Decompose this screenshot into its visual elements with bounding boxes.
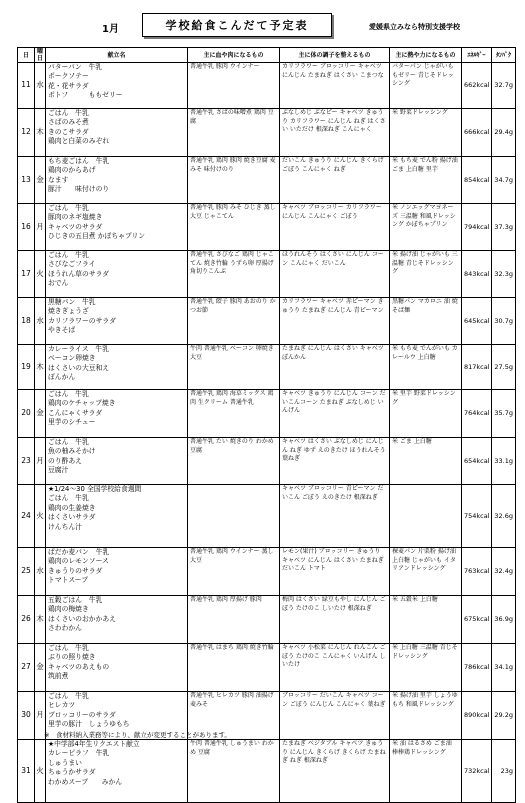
weekday-cell: 火 bbox=[35, 485, 46, 548]
month-label: 1月 bbox=[102, 24, 119, 35]
table-row bbox=[18, 644, 516, 692]
red-food-cell: 普通牛乳 鶏肉 海草ミックス 鶏肉 生クリーム 普通牛乳 bbox=[188, 390, 280, 438]
protein-cell: 34.7g bbox=[492, 157, 516, 204]
table-row bbox=[18, 740, 516, 803]
day-cell: 25 bbox=[18, 548, 35, 596]
menu-cell bbox=[46, 740, 188, 803]
red-food-cell: 普通牛乳 さばの味噌煮 鶏肉 豆腐 bbox=[188, 109, 280, 157]
menu-dish: 里芋の豚汁 しょうゆもち bbox=[48, 720, 130, 729]
menu-dish: もち麦ごはん 牛乳 bbox=[48, 157, 110, 165]
menu-cell bbox=[46, 596, 188, 644]
menu-dish: キャベツのあえもの bbox=[48, 662, 110, 671]
protein-cell: 23g bbox=[492, 740, 516, 803]
menu-dish: わかめスープ みかん bbox=[48, 777, 123, 786]
menu-dish: ぽんかん bbox=[48, 373, 76, 382]
menu-dish: ぶりの照り焼き bbox=[48, 653, 96, 662]
day-cell: 12 bbox=[18, 109, 35, 157]
menu-dish: 鶏肉のレモンソース bbox=[48, 557, 109, 566]
day-cell: 18 bbox=[18, 298, 35, 345]
menu-dish: はくさいのおかかあえ bbox=[48, 614, 116, 623]
table-row bbox=[18, 390, 516, 438]
page-title-text: 学校給食こんだて予定表 bbox=[165, 19, 309, 32]
menu-dish: さびなごフライ bbox=[48, 260, 96, 269]
menu-dish: 里芋のシチュー bbox=[48, 418, 96, 427]
menu-dish: 豆腐汁 bbox=[48, 466, 69, 475]
energy-cell: 675kcal bbox=[462, 596, 492, 644]
table-row bbox=[18, 345, 516, 390]
red-food-cell: 普通牛乳 はまち 鶏肉 焼き竹輪 bbox=[188, 644, 280, 692]
energy-cell: 854kcal bbox=[462, 157, 492, 204]
menu-dish: なます bbox=[48, 175, 69, 184]
header-weekday: 曜日 bbox=[35, 48, 46, 63]
energy-cell: 645kcal bbox=[462, 298, 492, 345]
menu-cell bbox=[46, 157, 188, 204]
menu-dish: ベーコン卵焼き bbox=[48, 354, 96, 363]
energy-cell: 764kcal bbox=[462, 390, 492, 438]
menu-dish: ごはん 牛乳 bbox=[48, 390, 89, 398]
red-food-cell: 普通牛乳 鶏肉 厚揚げ 豚肉 bbox=[188, 596, 280, 644]
table-row bbox=[18, 251, 516, 298]
table-header-row bbox=[18, 48, 516, 63]
menu-dish: キャベツのサラダ bbox=[48, 222, 103, 231]
table-row bbox=[18, 204, 516, 251]
menu-cell bbox=[46, 548, 188, 596]
green-food-cell: レモン(果汁) ブロッコリー きゅうり キャベツ にんじん はくさい たまねぎ だいこん トマト bbox=[280, 548, 390, 596]
yellow-food-cell: バターパン じゃがいも もゼリー 青じそドレッシング bbox=[390, 63, 462, 109]
menu-dish: カレーライス 牛乳 bbox=[48, 345, 109, 353]
day-cell: 20 bbox=[18, 390, 35, 438]
red-food-cell: 普通牛乳 ヒレカツ 豚肉 油揚げ 麦みそ bbox=[188, 692, 280, 740]
weekday-cell: 火 bbox=[35, 740, 46, 803]
weekday-cell: 金 bbox=[35, 157, 46, 204]
protein-cell: 30.7g bbox=[492, 298, 516, 345]
weekday-cell: 金 bbox=[35, 644, 46, 692]
menu-dish: ちゅうかサラダ bbox=[48, 768, 96, 777]
green-food-cell: だいこん きゅうり にんじん きくらげ ごぼう こんにゃく ねぎ bbox=[280, 157, 390, 204]
day-cell: 24 bbox=[18, 485, 35, 548]
menu-dish: ごはん 牛乳 bbox=[48, 644, 89, 652]
energy-cell: 763kcal bbox=[462, 548, 492, 596]
menu-cell bbox=[46, 345, 188, 390]
weekday-cell: 木 bbox=[35, 109, 46, 157]
day-cell: 26 bbox=[18, 596, 35, 644]
menu-dish: 五穀ごはん 牛乳 bbox=[48, 596, 103, 604]
menu-table-body bbox=[18, 63, 516, 803]
menu-dish: 鶏肉の梅焼き bbox=[48, 605, 89, 614]
table-row bbox=[18, 485, 516, 548]
protein-cell: 35.7g bbox=[492, 390, 516, 438]
menu-dish: ひじきの五目煮 かぼちゃプリン bbox=[48, 232, 146, 241]
menu-dish: カリフラワーのサラダ bbox=[48, 316, 116, 325]
green-food-cell: ぶなしめじ ぶなピー キャベツ きゅうり カリフラワー にんじん ねぎ はくさい いただけ 根深ねぎ こんにゃく bbox=[280, 109, 390, 157]
green-food-cell: キャベツ はくさい ぶなしめじ にんじん ねぎ ゆず えのきたけ ほうれんそう 葉ねぎ bbox=[280, 438, 390, 485]
red-food-cell: 普通牛乳 餃子 豚肉 あおのり かつお節 bbox=[188, 298, 280, 345]
yellow-food-cell: 米 ノンエッグマヨネーズ 三温糖 和風ドレッシング かぼちゃプリン bbox=[390, 204, 462, 251]
yellow-food-cell: 米 もち麦 でん粉 揚げ油 ごま 上白糖 里芋 bbox=[390, 157, 462, 204]
menu-dish: カレーピラフ 牛乳 bbox=[48, 749, 110, 758]
yellow-food-cell: 米 ごま 上白糖 bbox=[390, 438, 462, 485]
day-cell: 30 bbox=[18, 692, 35, 740]
menu-dish: ごはん 牛乳 bbox=[48, 109, 89, 117]
menu-dish: けんちん汁 bbox=[48, 522, 82, 531]
energy-cell: 662kcal bbox=[462, 63, 492, 109]
weekday-cell: 月 bbox=[35, 692, 46, 740]
menu-dish: はくさいの大豆和え bbox=[48, 363, 110, 372]
green-food-cell: キャベツ 小松菜 にんじん れんこん ごぼう たけのこ こんにゃく いんげん しいたけ bbox=[280, 644, 390, 692]
school-name: 愛媛県立みなら特別支援学校 bbox=[369, 23, 460, 31]
protein-cell: 27.5g bbox=[492, 345, 516, 390]
menu-dish: のり酢あえ bbox=[48, 456, 82, 465]
menu-dish: 焼きぎょうざ bbox=[48, 307, 89, 316]
table-row bbox=[18, 63, 516, 109]
yellow-food-cell: 米 野菜ドレッシング bbox=[390, 109, 462, 157]
menu-dish: はくさいサラダ bbox=[48, 513, 96, 522]
menu-dish: さわわかん bbox=[48, 624, 82, 633]
protein-cell: 32.6g bbox=[492, 485, 516, 548]
table-row bbox=[18, 109, 516, 157]
footer-note: ※ 食材料納入業務等により、献立が変更することがあります。 bbox=[44, 731, 231, 739]
menu-dish: ごはん 牛乳 bbox=[48, 204, 89, 212]
header-green-group: 主に体の調子を整えるもの bbox=[280, 48, 390, 63]
menu-dish: こんにゃくサラダ bbox=[48, 408, 103, 417]
menu-cell bbox=[46, 390, 188, 438]
protein-cell: 36.9g bbox=[492, 596, 516, 644]
menu-dish: ぱだか麦パン 牛乳 bbox=[48, 548, 110, 556]
menu-dish: 花・花サラダ bbox=[48, 81, 89, 90]
red-food-cell: 普通牛乳 鶏肉 ウインナー 蒸し大豆 bbox=[188, 548, 280, 596]
weekday-cell: 月 bbox=[35, 204, 46, 251]
day-cell: 27 bbox=[18, 644, 35, 692]
green-food-cell: ほうれんそう はくさい にんじん コーン こんにゃく だいこん bbox=[280, 251, 390, 298]
menu-dish: 鶏肉のからあげ bbox=[48, 166, 96, 175]
day-cell: 16 bbox=[18, 204, 35, 251]
protein-cell: 32.3g bbox=[492, 251, 516, 298]
header-menu: 献立名 bbox=[46, 48, 188, 63]
day-cell: 23 bbox=[18, 438, 35, 485]
energy-cell: 786kcal bbox=[462, 644, 492, 692]
energy-cell: 794kcal bbox=[462, 204, 492, 251]
menu-dish: おでん bbox=[48, 279, 69, 288]
menu-dish: ポークソテー bbox=[48, 72, 89, 81]
menu-cell bbox=[46, 298, 188, 345]
day-cell: 13 bbox=[18, 157, 35, 204]
green-food-cell: カリフラワー キャベツ 赤ピーマン きゅうり たまねぎ にんじん 青ピーマン bbox=[280, 298, 390, 345]
menu-dish: ごはん 牛乳 bbox=[48, 438, 89, 446]
menu-dish: きゅうりのサラダ bbox=[48, 566, 103, 575]
menu-cell bbox=[46, 485, 188, 548]
protein-cell: 34.1g bbox=[492, 644, 516, 692]
weekday-cell: 金 bbox=[35, 390, 46, 438]
day-cell: 19 bbox=[18, 345, 35, 390]
red-food-cell: 普通牛乳 鶏肉 豚肉 焼き豆腐 麦みそ 味付けのり bbox=[188, 157, 280, 204]
menu-dish: しゅうまい bbox=[48, 758, 82, 767]
header-energy: ｴﾈﾙｷﾞｰ bbox=[462, 48, 492, 63]
weekday-cell: 火 bbox=[35, 251, 46, 298]
energy-cell: 754kcal bbox=[462, 485, 492, 548]
menu-cell bbox=[46, 644, 188, 692]
energy-cell: 817kcal bbox=[462, 345, 492, 390]
yellow-food-cell: 米 油 はるさめ ごま油 棒棒鶏ドレッシング bbox=[390, 740, 462, 803]
yellow-food-cell: 裸麦パン 片栗粉 揚げ油 上白糖 じゃがいも イタリアンドレッシング bbox=[390, 548, 462, 596]
menu-dish: ★1/24～30 全国学校給食週間 bbox=[48, 485, 142, 493]
table-row bbox=[18, 438, 516, 485]
green-food-cell: キャベツ きゅうり にんじん コーン だいこんコーン たまねぎ ぶなしめじ いんげん bbox=[280, 390, 390, 438]
yellow-food-cell: 米 里芋 野菜ドレッシング bbox=[390, 390, 462, 438]
day-cell: 17 bbox=[18, 251, 35, 298]
green-food-cell: 梅肉 はくさい 緑豆もやし にんじん ごぼう たけのこ しいたけ 根深ねぎ bbox=[280, 596, 390, 644]
green-food-cell: キャベツ ブロッコリー 青ピーマン だいこん ごぼう えのきたけ 根深ねぎ bbox=[280, 485, 390, 548]
page-title bbox=[142, 13, 332, 37]
yellow-food-cell: 米 上白糖 三温糖 青じそドレッシング bbox=[390, 644, 462, 692]
menu-cell bbox=[46, 109, 188, 157]
menu-dish: きのこサラダ bbox=[48, 127, 89, 136]
menu-dish: ごはん 牛乳 bbox=[48, 692, 89, 700]
yellow-food-cell: 黒糖パン マカロニ 油 焼そば麺 bbox=[390, 298, 462, 345]
menu-dish: 豚汁 味付けのり bbox=[48, 185, 110, 194]
menu-dish: ごはん 牛乳 bbox=[48, 251, 89, 259]
header-protein: ﾀﾝﾊﾟｸ bbox=[492, 48, 516, 63]
weekday-cell: 木 bbox=[35, 596, 46, 644]
menu-table bbox=[17, 47, 516, 803]
protein-cell: 33.1g bbox=[492, 438, 516, 485]
menu-cell bbox=[46, 438, 188, 485]
header-red-group: 主に血や肉になるもの bbox=[188, 48, 280, 63]
red-food-cell: 普通牛乳 さびなご 鶏肉 じゃこてん 焼き竹輪 うずら卵 厚揚げ 角切りこんぶ bbox=[188, 251, 280, 298]
energy-cell: 666kcal bbox=[462, 109, 492, 157]
yellow-food-cell: 米 もち麦 でんがいも カレールウ 上白糖 bbox=[390, 345, 462, 390]
red-food-cell: 牛肉 普通牛乳 ベーコン 卵焼き 大豆 bbox=[188, 345, 280, 390]
red-food-cell: 普通牛乳 豚肉 ウインナー bbox=[188, 63, 280, 109]
menu-dish: 鶏肉の生姜焼き bbox=[48, 503, 96, 512]
yellow-food-cell: 米 揚げ油 里芋 しょうゆもち 和風ドレッシング bbox=[390, 692, 462, 740]
menu-dish: さばのみそ煮 bbox=[48, 118, 89, 127]
menu-cell bbox=[46, 204, 188, 251]
menu-dish: 豚肉のネギ塩焼き bbox=[48, 213, 103, 222]
red-food-cell: 普通牛乳 豚肉 みそ ひじき 蒸し大豆 じゃこてん bbox=[188, 204, 280, 251]
protein-cell: 29.4g bbox=[492, 109, 516, 157]
green-food-cell: キャベツ ブロッコリー カリフラワー にんじん こんにゃく ごぼう bbox=[280, 204, 390, 251]
header-day: 日 bbox=[18, 48, 35, 63]
menu-dish: 筑前煮 bbox=[48, 672, 69, 681]
red-food-cell: 普通牛乳 たい 焼きのり わかめ 豆腐 bbox=[188, 438, 280, 485]
day-cell: 11 bbox=[18, 63, 35, 109]
menu-dish: トマトスープ bbox=[48, 576, 89, 585]
green-food-cell: たまねぎ にんじん はくさい キャベツ ぽんかん bbox=[280, 345, 390, 390]
menu-dish: ★中学部4年生リクエスト献立 bbox=[48, 740, 140, 748]
energy-cell: 732kcal bbox=[462, 740, 492, 803]
green-food-cell: たまねぎ ベジタブル キャベツ きゅうり にんじん きくらげ きくらげ たまねぎ ねぎ 根深ねぎ bbox=[280, 740, 390, 803]
menu-cell bbox=[46, 63, 188, 109]
energy-cell: 843kcal bbox=[462, 251, 492, 298]
menu-cell bbox=[46, 251, 188, 298]
menu-dish: パターパン 牛乳 bbox=[48, 63, 103, 71]
table-row bbox=[18, 548, 516, 596]
protein-cell: 32.4g bbox=[492, 548, 516, 596]
day-cell: 31 bbox=[18, 740, 35, 803]
weekday-cell: 水 bbox=[35, 63, 46, 109]
menu-dish: 黒糖パン 牛乳 bbox=[48, 298, 96, 306]
weekday-cell: 月 bbox=[35, 438, 46, 485]
energy-cell: 890kcal bbox=[462, 692, 492, 740]
red-food-cell: 牛肉 普通牛乳 しゅうまい わかめ 豆腐 bbox=[188, 740, 280, 803]
protein-cell: 29.2g bbox=[492, 692, 516, 740]
green-food-cell: カリフラワー ブロッコリー キャベツ にんじん たまねぎ はくさい こまつな bbox=[280, 63, 390, 109]
header-yellow-group: 主に熱や力になるもの bbox=[390, 48, 462, 63]
protein-cell: 37.3g bbox=[492, 204, 516, 251]
energy-cell: 654kcal bbox=[462, 438, 492, 485]
menu-dish: やきそば bbox=[48, 326, 76, 335]
menu-dish: 魚の柚みそかけ bbox=[48, 447, 96, 456]
menu-dish: 鶏肉のケチャップ焼き bbox=[48, 399, 116, 408]
menu-dish: ヒレカツ bbox=[48, 701, 76, 710]
menu-dish: ごはん 牛乳 bbox=[48, 494, 89, 503]
menu-dish: 鶏肉と白菜のみぞれ bbox=[48, 137, 110, 146]
yellow-food-cell bbox=[390, 485, 462, 548]
yellow-food-cell: 米 五穀米 上白糖 bbox=[390, 596, 462, 644]
weekday-cell: 木 bbox=[35, 345, 46, 390]
yellow-food-cell: 米 揚げ油 じゃがいも 三温糖 青じそドレッシング bbox=[390, 251, 462, 298]
protein-cell: 32.7g bbox=[492, 63, 516, 109]
weekday-cell: 水 bbox=[35, 298, 46, 345]
red-food-cell bbox=[188, 485, 280, 548]
menu-dish: ブロッコリーのサラダ bbox=[48, 710, 116, 719]
menu-dish: ほうれん草のサラダ bbox=[48, 269, 110, 278]
weekday-cell: 水 bbox=[35, 548, 46, 596]
menu-dish: ポトフ ももゼリー bbox=[48, 91, 123, 100]
green-food-cell: ブロッコリー だいこん キャベツ コーン ごぼう にんじん こんにゃく 葉ねぎ bbox=[280, 692, 390, 740]
table-row bbox=[18, 596, 516, 644]
table-row bbox=[18, 157, 516, 204]
table-row bbox=[18, 298, 516, 345]
